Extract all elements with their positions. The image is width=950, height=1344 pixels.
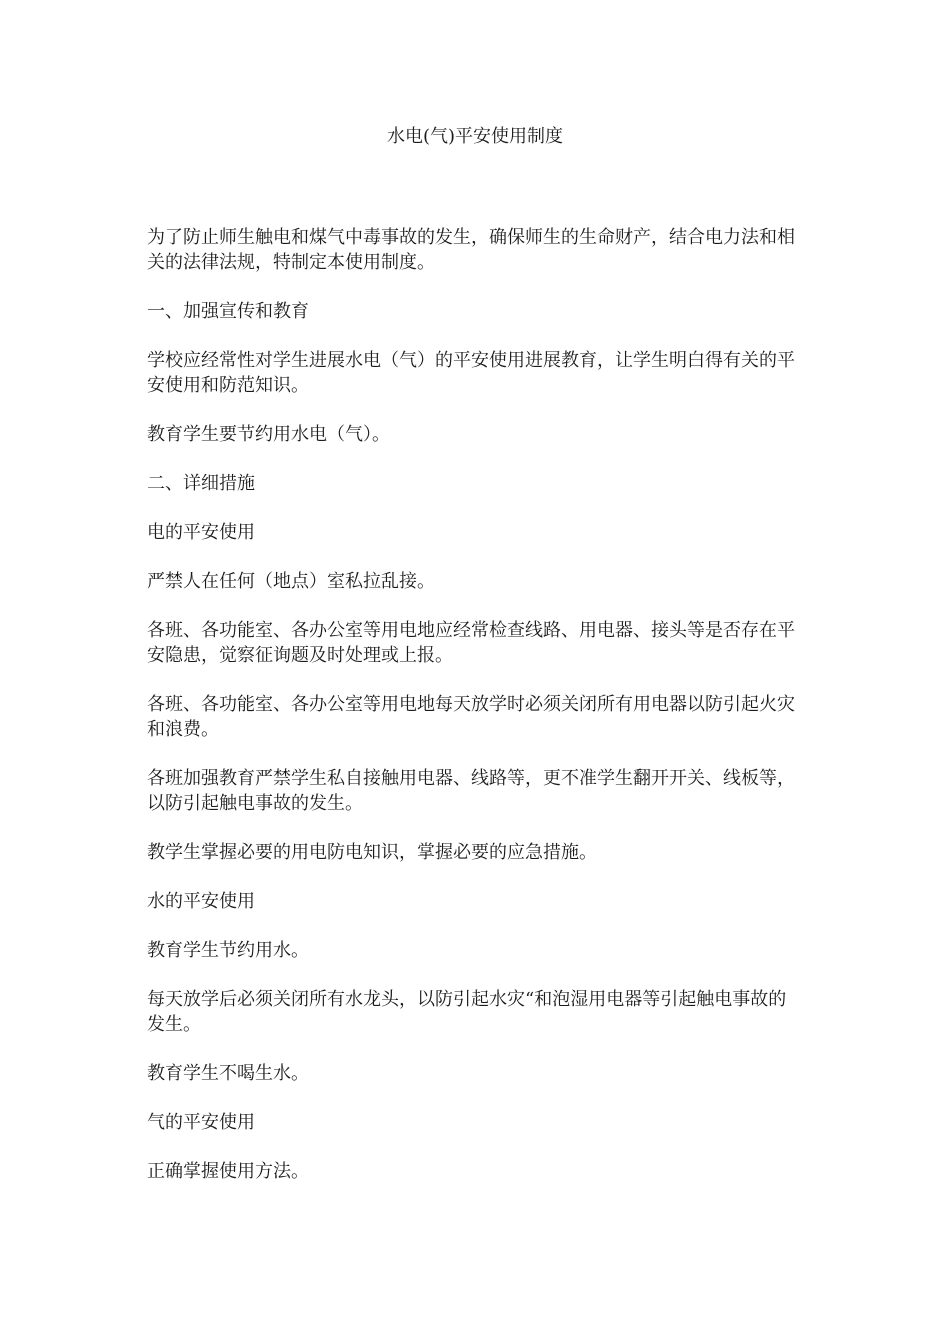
paragraph: 教学生掌握必要的用电防电知识，掌握必要的应急措施。 (147, 842, 597, 863)
section-heading-measures: 二、详细措施 (147, 473, 255, 494)
paragraph: 教育学生节约用水。 (147, 940, 309, 961)
paragraph: 各班、各功能室、各办公室等用电地应经常检查线路、用电器、接头等是否存在平安隐患，觉察征询题及时处理或上报。 (147, 620, 795, 666)
paragraph: 教育学生不喝生水。 (147, 1063, 309, 1084)
paragraph: 各班、各功能室、各办公室等用电地每天放学时必须关闭所有用电器以防引起火灾和浪费。 (147, 694, 795, 740)
subheading-electricity: 电的平安使用 (147, 522, 255, 543)
intro-paragraph: 为了防止师生触电和煤气中毒事故的发生，确保师生的生命财产，结合电力法和相关的法律法规，特制定本使用制度。 (147, 227, 795, 273)
paragraph: 正确掌握使用方法。 (147, 1161, 309, 1182)
paragraph: 学校应经常性对学生进展水电（气）的平安使用进展教育，让学生明白得有关的平安使用和防范知识。 (147, 350, 795, 396)
paragraph: 严禁人在任何（地点）室私拉乱接。 (147, 571, 435, 592)
paragraph: 每天放学后必须关闭所有水龙头，以防引起水灾“和泡湿用电器等引起触电事故的发生。 (147, 989, 787, 1035)
document-title: 水电(气)平安使用制度 (386, 126, 564, 147)
subheading-gas: 气的平安使用 (147, 1112, 255, 1133)
section-heading-publicity: 一、加强宣传和教育 (147, 301, 309, 322)
paragraph: 各班加强教育严禁学生私自接触用电器、线路等，更不准学生翻开开关、线板等，以防引起触电事故的发生。 (147, 768, 795, 814)
document-body (147, 225, 799, 1208)
paragraph: 教育学生要节约用水电（气）。 (147, 424, 390, 445)
subheading-water: 水的平安使用 (147, 891, 255, 912)
